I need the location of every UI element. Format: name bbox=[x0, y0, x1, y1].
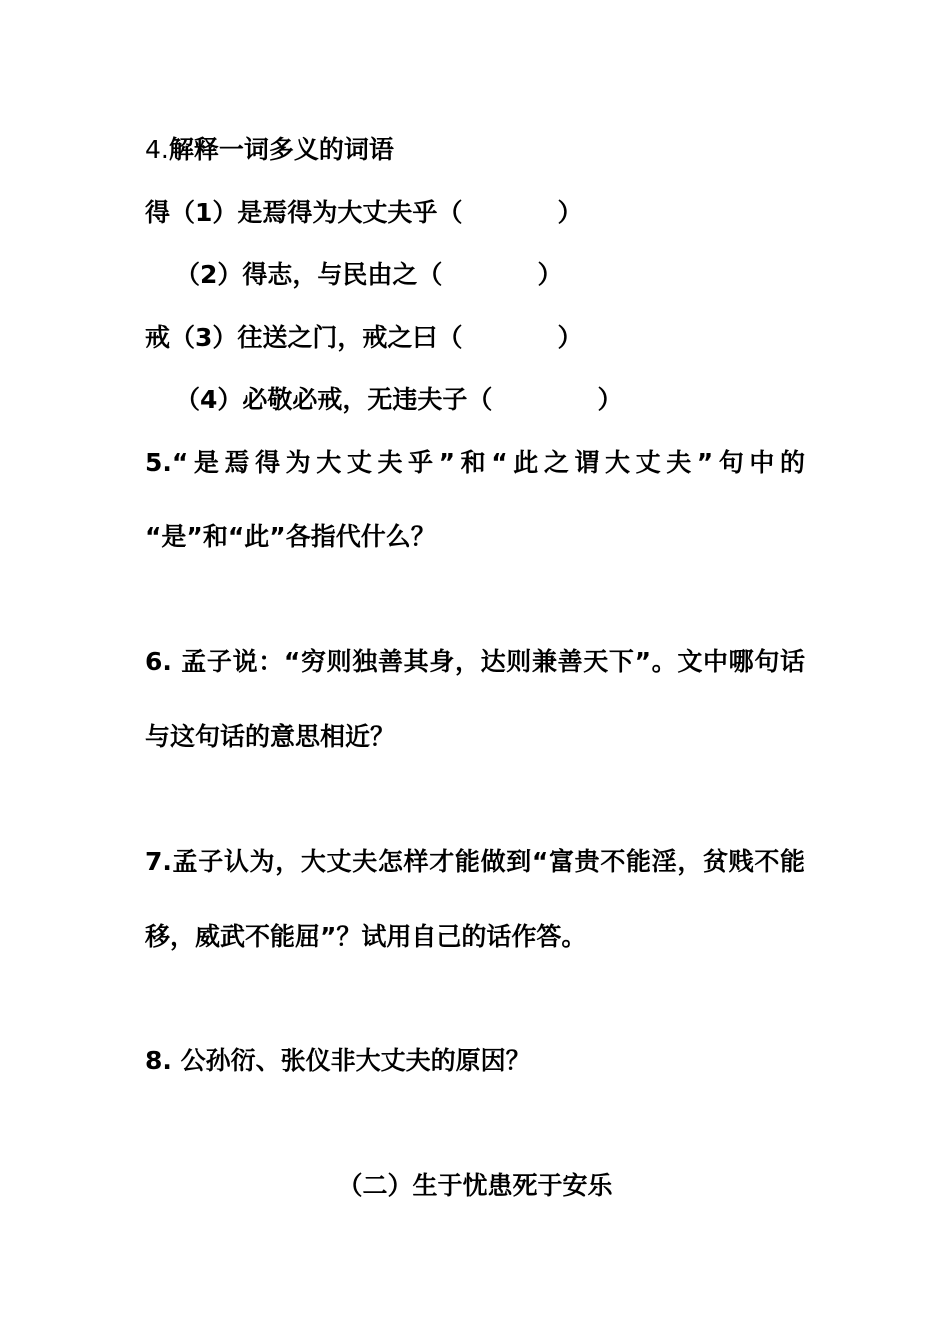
q4-item-2 bbox=[175, 259, 562, 291]
q4-item-1-num: （1） bbox=[170, 198, 238, 227]
q4-title bbox=[145, 134, 394, 166]
q4-item-3-text: 往送之门，戒之曰 bbox=[237, 323, 438, 352]
q4-item-4-open: （ bbox=[467, 385, 493, 414]
q7-line-1: 7.孟子认为，大丈夫怎样才能做到“富贵不能淫，贫贱不能 bbox=[145, 847, 805, 876]
section-title: （二）生于忧患死于安乐 bbox=[337, 1171, 613, 1200]
q4-item-1-text: 是焉得为大丈夫乎 bbox=[237, 198, 438, 227]
q4-item-3-close: ） bbox=[557, 323, 583, 352]
q4-item-4-text: 必敬必戒，无违夫子 bbox=[242, 385, 468, 414]
q4-item-4-num: （4） bbox=[175, 385, 243, 414]
q4-item-4 bbox=[175, 384, 622, 416]
q4-item-3-num: （3） bbox=[170, 323, 238, 352]
q4-title-text: 解释一词多义的词语 bbox=[168, 135, 394, 164]
q4-item-2-open: （ bbox=[417, 260, 443, 289]
q4-number: 4. bbox=[145, 135, 169, 164]
q4-item-1 bbox=[145, 197, 582, 229]
q4-item-1-open: （ bbox=[437, 198, 463, 227]
q4-item-3-open: （ bbox=[437, 323, 463, 352]
q6-line-1: 6. 孟子说：“穷则独善其身，达则兼善天下”。文中哪句话 bbox=[145, 647, 805, 676]
q4-item-1-head: 得 bbox=[145, 198, 171, 227]
q4-item-2-num: （2） bbox=[175, 260, 243, 289]
q5-line-2: “是”和“此”各指代什么？ bbox=[145, 522, 436, 551]
q4-item-1-close: ） bbox=[557, 198, 583, 227]
q4-item-3 bbox=[145, 322, 582, 354]
q5-line-1: 5.“是焉得为大丈夫乎”和“此之谓大丈夫”句中的 bbox=[145, 448, 805, 477]
q8-text: 8. 公孙衍、张仪非大丈夫的原因？ bbox=[145, 1046, 531, 1075]
q6-line-2: 与这句话的意思相近？ bbox=[145, 722, 396, 751]
q7-line-2: 移，威武不能屈”？试用自己的话作答。 bbox=[145, 922, 587, 951]
q4-item-2-text: 得志，与民由之 bbox=[242, 260, 418, 289]
q4-item-4-close: ） bbox=[597, 385, 623, 414]
q4-item-2-close: ） bbox=[537, 260, 563, 289]
q4-item-3-head: 戒 bbox=[145, 323, 171, 352]
